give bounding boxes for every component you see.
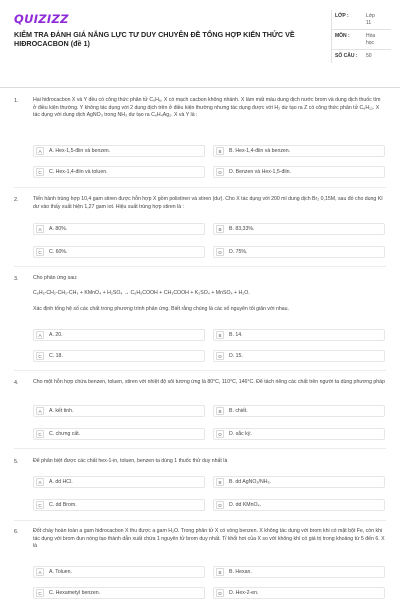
option-text: C. Hexametyl benzen.	[49, 590, 101, 596]
option-c[interactable]	[33, 350, 205, 362]
option-letter: D	[216, 352, 224, 360]
option-d[interactable]	[213, 499, 385, 511]
question-text: Để phân biệt được các chất hex-1-in, toluen, benzen ta dùng 1 thuốc thử duy nhất là	[33, 458, 228, 464]
option-letter: C	[36, 589, 44, 597]
option-text: C. Hex-1,4-điin và toluen.	[49, 169, 108, 175]
document-title: KIỂM TRA ĐÁNH GIÁ NĂNG LỰC TƯ DUY CHUYÊN ĐỀ TỔNG HỢP KIẾN THỨC VỀ HIĐROCACBON (đề 1)	[14, 30, 295, 48]
option-d[interactable]	[213, 428, 385, 440]
option-text: B. Hexan.	[229, 569, 252, 575]
option-letter: B	[216, 225, 224, 233]
question-separator	[14, 370, 386, 371]
option-letter: D	[216, 248, 224, 256]
option-a[interactable]	[33, 405, 205, 417]
option-a[interactable]	[33, 223, 205, 235]
option-b[interactable]	[213, 223, 385, 235]
option-letter: A	[36, 225, 44, 233]
question-number: 4.	[14, 380, 19, 386]
option-letter: A	[36, 407, 44, 415]
option-a[interactable]	[33, 566, 205, 578]
option-d[interactable]	[213, 587, 385, 599]
option-text: A. 20.	[49, 332, 63, 338]
option-text: A. Toluen.	[49, 569, 72, 575]
option-text: B. chiết.	[229, 408, 248, 414]
subject-value: Hóa học	[366, 33, 376, 46]
option-d[interactable]	[213, 350, 385, 362]
question-separator	[14, 187, 386, 188]
option-letter: B	[216, 331, 224, 339]
question-separator	[14, 520, 386, 521]
option-b[interactable]	[213, 329, 385, 341]
question-number: 1.	[14, 98, 19, 104]
option-text: B. Hex-1,4-điin và benzen.	[229, 148, 291, 154]
option-text: A. kết tinh.	[49, 408, 74, 414]
option-letter: C	[36, 501, 44, 509]
question-text: Đốt cháy hoàn toàn a gam hiđrocacbon X thu được a gam H₂O. Trong phân tử X có vòng benzen. X không tác dụng với brom khi có mặt bột Fe, còn khi tác dụng với brom đun nóng tạo thành dẫn xuất chứa 1 nguyên tử brom duy nhất. Tỉ khối hơi của X so với không khí có giá trị trong khoảng từ 5 đến 6. X là	[33, 528, 385, 550]
option-text: B. 83,33%.	[229, 226, 255, 232]
option-b[interactable]	[213, 405, 385, 417]
info-row-count	[332, 50, 391, 63]
question-text: Cho một hỗn hợp chứa benzen, toluen, stiren với nhiệt độ sôi tương ứng là 80°C, 110°C, 146°C. Để tách riêng các chất trên người ta dùng phương pháp	[33, 379, 385, 385]
option-b[interactable]	[213, 566, 385, 578]
option-c[interactable]	[33, 246, 205, 258]
option-text: B. 14.	[229, 332, 243, 338]
option-letter: C	[36, 430, 44, 438]
class-label: LỚP :	[335, 13, 349, 19]
option-d[interactable]	[213, 246, 385, 258]
option-text: C. dd Brom.	[49, 502, 77, 508]
count-label: SỐ CÂU :	[335, 53, 358, 59]
option-text: C. 60%.	[49, 249, 68, 255]
subject-label: MÔN :	[335, 33, 350, 39]
option-letter: B	[216, 407, 224, 415]
option-text: D. dd KMnO₄.	[229, 502, 262, 508]
option-b[interactable]	[213, 476, 385, 488]
option-letter: B	[216, 147, 224, 155]
option-letter: B	[216, 478, 224, 486]
option-c[interactable]	[33, 428, 205, 440]
question-text: Tiến hành trùng hợp 10,4 gam stiren được hỗn hợp X gồm polistiren và stiren (dư). Cho X tác dụng với 200 ml dung dịch Br₂ 0,15M, sau đó cho dung KI dư vào thấy xuất hiện 1,27 gam iot. Hiệu suất trùng hợp stiren là :	[33, 196, 383, 210]
option-a[interactable]	[33, 145, 205, 157]
option-letter: A	[36, 568, 44, 576]
option-a[interactable]	[33, 476, 205, 488]
question-separator	[14, 448, 386, 449]
question-separator	[14, 266, 386, 267]
option-text: D. sắc ký.	[229, 431, 252, 437]
option-b[interactable]	[213, 145, 385, 157]
option-text: C. 18.	[49, 353, 63, 359]
option-c[interactable]	[33, 166, 205, 178]
option-letter: D	[216, 501, 224, 509]
question-text: Hai hiđrocacbon X và Y đều có công thức phân tử C₆H₆, X có mạch cacbon không nhánh. X làm mất màu dung dịch nước brom và dung dịch thuốc tím ở điều kiện thường. Y không tác dụng với 2 dung dịch trên ở điều kiện thường nhưng tác dụng được với H₂ dư tạo ra Z có công thức phân tử C₆H₁₂. X tác dụng với dung dịch AgNO₃ trong NH₃ dư tạo ra C₆H₄Ag₂. X và Y là :	[33, 97, 381, 119]
option-text: A. 80%.	[49, 226, 68, 232]
reaction-equation: C₆H₅-CH₂-CH₂-CH₃ + KMnO₄ + H₂SO₄ → C₆H₅COOH + CH₃COOH + K₂SO₄ + MnSO₄ + H₂O.	[33, 290, 250, 296]
option-letter: D	[216, 168, 224, 176]
class-value: Lớp 11	[366, 13, 375, 26]
option-c[interactable]	[33, 499, 205, 511]
header-divider	[0, 87, 400, 88]
option-text: D. Benzen và Hex-1,5-điin.	[229, 169, 291, 175]
option-letter: D	[216, 430, 224, 438]
option-d[interactable]	[213, 166, 385, 178]
question-text: Cho phản ứng sau:	[33, 275, 78, 281]
question-number: 6.	[14, 529, 19, 535]
option-text: C. chưng cất.	[49, 431, 81, 437]
option-text: D. 15.	[229, 353, 243, 359]
question-number: 3.	[14, 276, 19, 282]
option-text: D. Hex-2-en.	[229, 590, 259, 596]
option-c[interactable]	[33, 587, 205, 599]
quizizz-logo: QUIZIZZ	[14, 12, 69, 26]
option-text: A. dd HCl.	[49, 479, 73, 485]
info-row-class	[332, 10, 391, 30]
option-letter: C	[36, 352, 44, 360]
info-row-subject	[332, 30, 391, 50]
option-letter: C	[36, 168, 44, 176]
option-text: B. dd AgNO₃/NH₃.	[229, 479, 271, 485]
question-number: 5.	[14, 459, 19, 465]
option-text: A. Hex-1,5-điin và benzen.	[49, 148, 111, 154]
option-letter: A	[36, 478, 44, 486]
option-letter: C	[36, 248, 44, 256]
option-letter: D	[216, 589, 224, 597]
question-number: 2.	[14, 197, 19, 203]
option-letter: A	[36, 331, 44, 339]
question-text-continued: Xác định tổng hệ số các chất trong phương trình phản ứng. Biết rằng chúng là các số nguyên tối giản với nhau.	[33, 306, 289, 312]
count-value: 50	[366, 53, 372, 59]
info-box	[331, 10, 391, 63]
option-a[interactable]	[33, 329, 205, 341]
option-text: D. 75%.	[229, 249, 248, 255]
option-letter: B	[216, 568, 224, 576]
option-letter: A	[36, 147, 44, 155]
